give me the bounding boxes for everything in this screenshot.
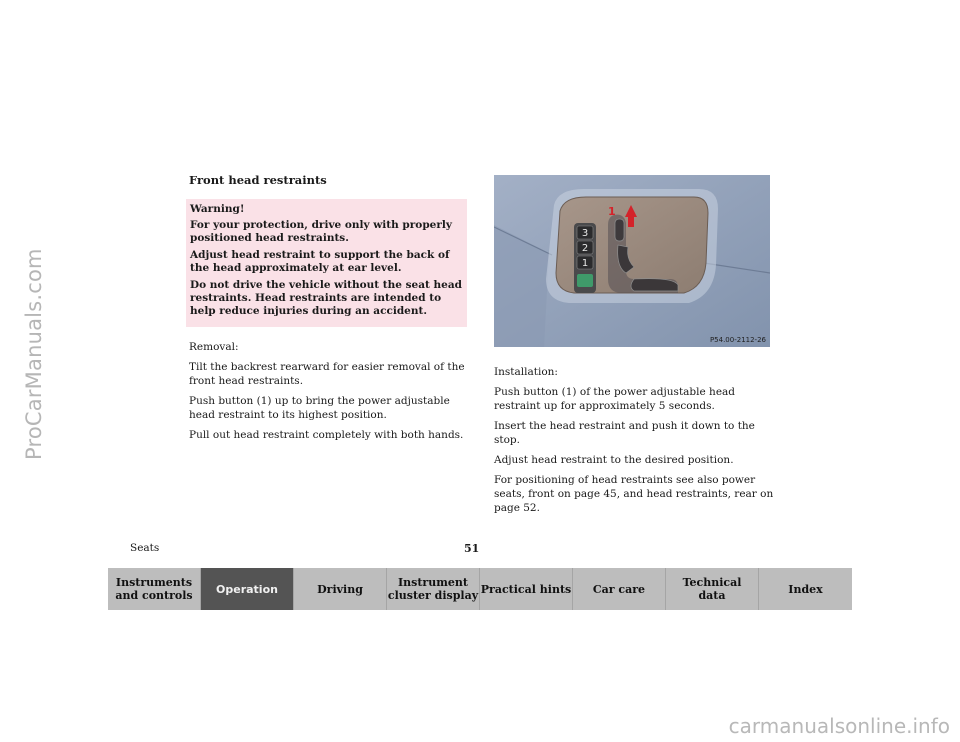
removal-step: Pull out head restraint completely with both hands. xyxy=(189,429,464,441)
warning-paragraph: For your protection, drive only with properly positioned head restraints. xyxy=(190,219,452,244)
nav-tab-label: and controls xyxy=(115,589,193,602)
memory-buttons xyxy=(574,223,596,293)
nav-tab-car-care[interactable] xyxy=(573,568,666,610)
removal-step: Push button (1) up to bring the power adjustable head restraint to its highest position. xyxy=(189,395,450,421)
warning-title: Warning! xyxy=(190,203,245,215)
nav-tab-operation[interactable] xyxy=(201,568,294,610)
warning-box xyxy=(186,199,467,327)
nav-tab-label: Instrument xyxy=(398,576,468,589)
installation-step: Adjust head restraint to the desired position. xyxy=(494,454,734,466)
nav-tab-instruments-and-controls[interactable] xyxy=(108,568,201,610)
nav-tab-label: Operation xyxy=(216,582,278,596)
nav-tab-label: Practical hints xyxy=(480,582,572,596)
nav-tab-technical-data[interactable] xyxy=(666,568,759,610)
nav-tab-practical-hints[interactable] xyxy=(480,568,573,610)
seat-control-illustration xyxy=(494,175,770,347)
installation-section xyxy=(494,365,779,521)
nav-tab-label: cluster display xyxy=(387,589,479,602)
figure-caption: P54.00-2112-26 xyxy=(709,336,766,344)
nav-tab-instrument-cluster-display[interactable] xyxy=(387,568,480,610)
bottom-watermark: carmanualsonline.info xyxy=(728,714,950,738)
installation-step: Insert the head restraint and push it down to the stop. xyxy=(494,420,755,446)
installation-step: Push button (1) of the power adjustable head restraint up for approximately 5 seconds. xyxy=(494,386,736,412)
footer-section-label: Seats xyxy=(130,542,160,554)
installation-step: For positioning of head restraints see also power seats, front on page 45, and head restraints, rear on page 52. xyxy=(494,474,774,514)
removal-section xyxy=(189,340,474,448)
side-watermark: ProCarManuals.com xyxy=(22,248,46,460)
page-number: 51 xyxy=(464,542,480,555)
nav-tab-label: Index xyxy=(788,582,823,596)
removal-step: Tilt the backrest rearward for easier removal of the front head restraints. xyxy=(189,361,465,387)
callout-number: 1 xyxy=(608,205,616,218)
memory-button-1: 1 xyxy=(581,258,589,269)
warning-paragraph: Adjust head restraint to support the back of the head approximately at ear level. xyxy=(190,249,450,274)
nav-tab-label: Car care xyxy=(592,582,646,596)
chapter-nav xyxy=(108,568,852,610)
installation-label: Installation: xyxy=(494,366,558,378)
nav-tab-label: Instruments xyxy=(115,576,193,589)
nav-tab-label: data xyxy=(698,589,726,602)
section-heading: Front head restraints xyxy=(189,173,327,187)
nav-tab-index[interactable] xyxy=(759,568,852,610)
memory-button-3: 3 xyxy=(581,228,589,239)
removal-label: Removal: xyxy=(189,341,239,353)
nav-tab-label: Driving xyxy=(317,582,363,596)
nav-tab-driving[interactable] xyxy=(294,568,387,610)
nav-tab-label: Technical xyxy=(682,576,742,589)
warning-paragraph: Do not drive the vehicle without the seat head restraints. Head restraints are intended to help reduce injuries during an accident. xyxy=(190,279,462,317)
seat-control-figure xyxy=(494,175,770,347)
memory-button-2: 2 xyxy=(581,243,589,254)
